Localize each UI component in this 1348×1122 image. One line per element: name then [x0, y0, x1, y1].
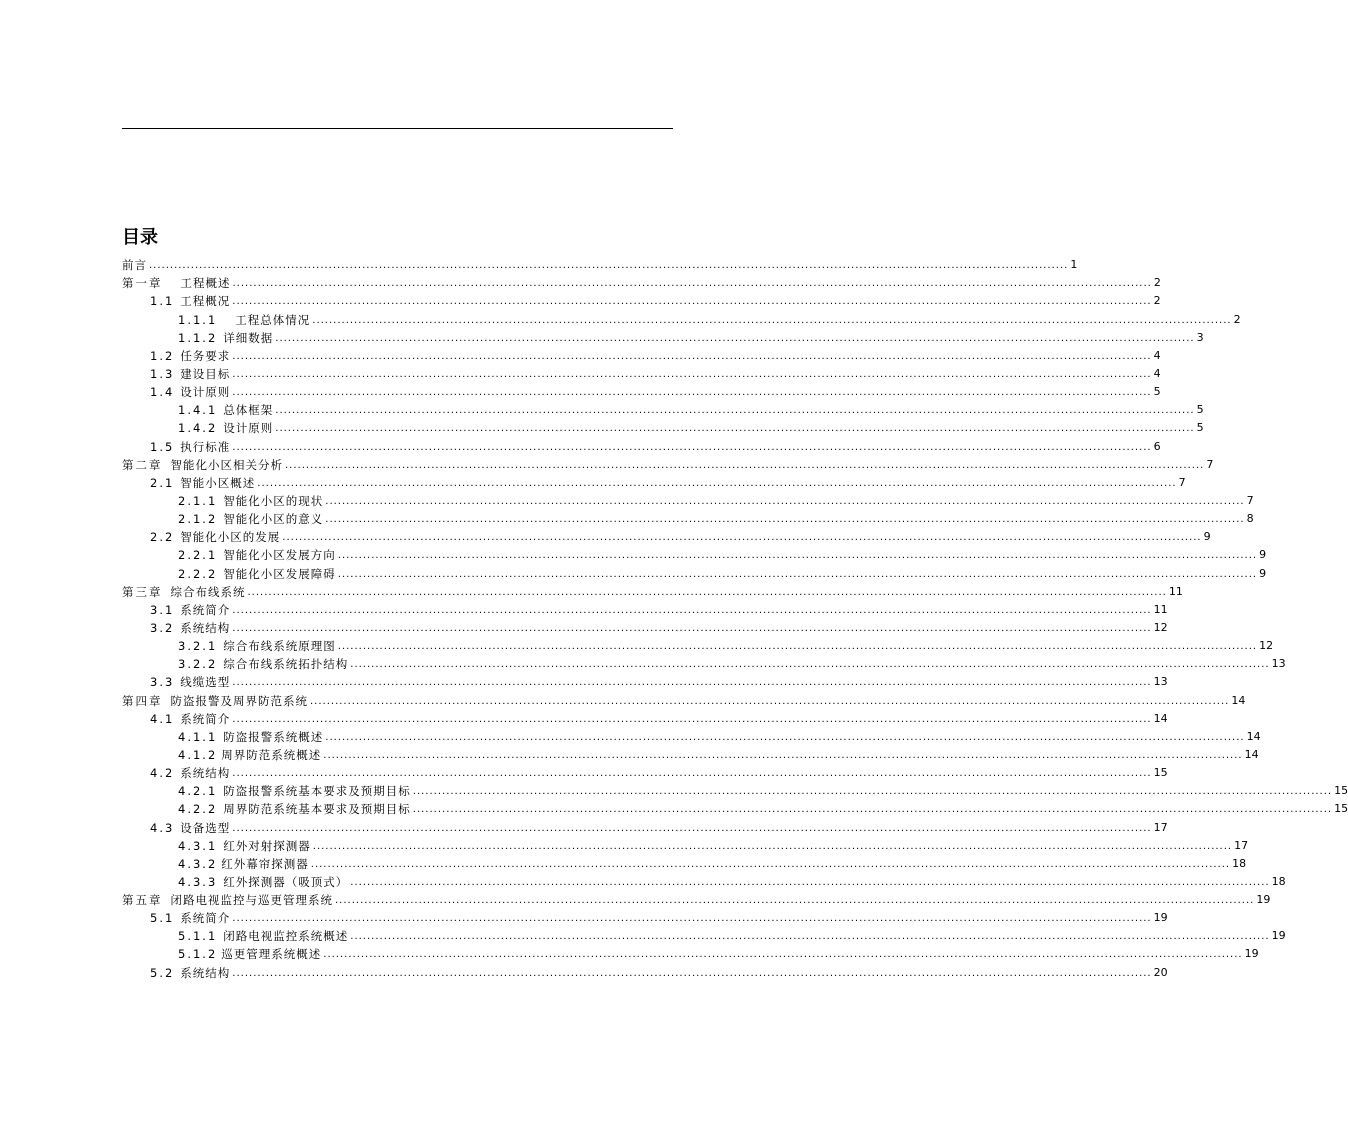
toc-entry-page: 14: [1244, 747, 1259, 761]
toc-entry-page: 12: [1153, 620, 1168, 634]
toc-entry-page: 15: [1334, 784, 1348, 798]
toc-entry-number: 2.1.2: [178, 512, 218, 527]
toc-entry[interactable]: [122, 472, 1186, 490]
toc-entry-label: 周界防范系统基本要求及预期目标: [223, 802, 411, 817]
toc-entry-page: 13: [1153, 675, 1168, 689]
toc-entry-number: 第三章: [122, 584, 163, 599]
toc-entry-page: 5: [1196, 421, 1204, 435]
toc-entry[interactable]: [122, 327, 1204, 345]
toc-entry-page: 6: [1153, 439, 1161, 453]
toc-entry[interactable]: [122, 635, 1274, 654]
toc-entry-label: 工程概况: [180, 294, 231, 309]
toc-leader-dots: ............................................................................................................................................................................................................................: [350, 876, 1270, 888]
toc-entry[interactable]: [122, 780, 1348, 799]
toc-entry-number: 5.2: [150, 965, 175, 980]
toc-entry-page: 8: [1246, 512, 1254, 526]
toc-entry-page: 4: [1153, 366, 1161, 380]
toc-entry-number: 4.1.2: [178, 747, 218, 762]
toc-entry-number: 3.1: [150, 602, 175, 617]
toc-entry-label: 系统简介: [180, 911, 231, 926]
toc-entry-page: 14: [1231, 693, 1246, 707]
toc-entry-page: 5: [1153, 385, 1161, 399]
toc-entry-number: 2.1.1: [178, 493, 218, 508]
toc-entry-number: 3.3: [150, 675, 175, 690]
toc-entry-page: 15: [1334, 802, 1348, 816]
toc-entry[interactable]: [122, 653, 1286, 672]
toc-entry-page: 7: [1178, 475, 1186, 489]
toc-entry[interactable]: [122, 925, 1286, 944]
toc-entry[interactable]: [122, 853, 1247, 871]
toc-leader-dots: ............................................................................................................................................................................................................................: [232, 822, 1152, 834]
toc-leader-dots: ............................................................................................................................................................................................................................: [412, 786, 1333, 798]
toc-entry-page: 7: [1206, 457, 1214, 471]
toc-entry-label: 系统结构: [180, 766, 231, 781]
toc-list: [122, 254, 1348, 980]
toc-entry-label: 设备选型: [180, 820, 231, 835]
toc-entry-label: 前言: [122, 258, 147, 273]
toc-entry-page: 14: [1246, 729, 1261, 743]
toc-leader-dots: ............................................................................................................................................................................................................................: [232, 350, 1152, 362]
toc-leader-dots: ............................................................................................................................................................................................................................: [232, 296, 1152, 308]
toc-leader-dots: ............................................................................................................................................................................................................................: [337, 550, 1258, 562]
toc-entry-page: 17: [1153, 820, 1168, 834]
toc-leader-dots: ............................................................................................................................................................................................................................: [325, 495, 1245, 507]
toc-entry-number: 4.3: [150, 820, 175, 835]
toc-entry-number: 4.2.1: [178, 784, 218, 799]
toc-entry-number: 4.2.2: [178, 802, 218, 817]
toc-entry-label: 系统简介: [180, 602, 231, 617]
toc-entry[interactable]: [122, 544, 1267, 563]
toc-entry[interactable]: [122, 562, 1267, 581]
toc-entry-page: 17: [1234, 838, 1249, 852]
toc-leader-dots: ............................................................................................................................................................................................................................: [149, 260, 1069, 272]
toc-entry[interactable]: [122, 907, 1168, 926]
toc-entry-label: 系统结构: [180, 965, 231, 980]
toc-entry-label: 工程总体情况: [235, 312, 311, 327]
toc-leader-dots: ............................................................................................................................................................................................................................: [232, 604, 1152, 616]
toc-entry-page: 2: [1233, 312, 1241, 326]
toc-leader-dots: ............................................................................................................................................................................................................................: [257, 477, 1177, 489]
toc-entry[interactable]: [122, 490, 1254, 508]
toc-entry-number: 第四章: [122, 693, 163, 708]
toc-entry-label: 巡更管理系统概述: [221, 947, 322, 962]
toc-leader-dots: ............................................................................................................................................................................................................................: [232, 967, 1152, 979]
toc-entry-label: 设计原则: [223, 421, 274, 436]
toc-entry-label: 任务要求: [180, 348, 231, 363]
toc-leader-dots: ............................................................................................................................................................................................................................: [232, 387, 1152, 399]
toc-entry[interactable]: [122, 816, 1168, 835]
toc-entry-page: 14: [1153, 711, 1168, 725]
header-rule: [122, 128, 673, 129]
toc-entry[interactable]: [122, 290, 1161, 309]
toc-entry-page: 2: [1153, 294, 1161, 308]
toc-leader-dots: ............................................................................................................................................................................................................................: [232, 368, 1152, 380]
toc-entry-number: 4.3.3: [178, 874, 218, 889]
toc-entry-label: 智能小区概述: [180, 475, 256, 490]
toc-entry[interactable]: [122, 961, 1168, 980]
toc-entry-label: 红外对射探测器: [223, 838, 311, 853]
toc-entry-label: 工程概述: [180, 276, 231, 291]
toc-entry-label: 智能化小区的意义: [223, 512, 324, 527]
toc-entry-page: 11: [1168, 584, 1183, 598]
toc-entry-label: 线缆选型: [180, 675, 231, 690]
toc-leader-dots: ............................................................................................................................................................................................................................: [350, 659, 1270, 671]
toc-leader-dots: ............................................................................................................................................................................................................................: [232, 441, 1152, 453]
toc-leader-dots: ............................................................................................................................................................................................................................: [312, 314, 1232, 326]
toc-leader-dots: ............................................................................................................................................................................................................................: [282, 532, 1202, 544]
toc-entry-label: 防盗报警系统概述: [223, 729, 324, 744]
toc-entry-label: 闭路电视监控与巡更管理系统: [170, 893, 333, 908]
toc-entry-number: 4.2: [150, 766, 175, 781]
toc-entry-label: 综合布线系统拓扑结构: [223, 657, 349, 672]
toc-entry-page: 15: [1153, 766, 1168, 780]
toc-entry-number: 1.2: [150, 348, 175, 363]
toc-entry-label: 红外探测器（吸顶式）: [223, 874, 349, 889]
toc-entry-label: 设计原则: [180, 385, 231, 400]
toc-entry[interactable]: [122, 526, 1211, 545]
toc-entry-label: 智能化小区的现状: [223, 493, 324, 508]
toc-entry[interactable]: [122, 744, 1259, 762]
toc-entry-number: 3.2: [150, 620, 175, 635]
toc-entry-number: 4.1: [150, 711, 175, 726]
toc-leader-dots: ............................................................................................................................................................................................................................: [325, 731, 1245, 743]
toc-entry-label: 系统简介: [180, 711, 231, 726]
toc-leader-dots: ............................................................................................................................................................................................................................: [323, 749, 1243, 761]
toc-entry-page: 5: [1196, 403, 1204, 417]
toc-title: 目录: [122, 227, 158, 248]
toc-entry-label: 智能化小区的发展: [180, 530, 281, 545]
toc-entry[interactable]: [122, 689, 1246, 708]
toc-entry-page: 3: [1196, 330, 1204, 344]
toc-entry[interactable]: [122, 272, 1161, 291]
toc-leader-dots: ............................................................................................................................................................................................................................: [335, 895, 1255, 907]
toc-entry[interactable]: [122, 254, 1078, 273]
toc-entry-page: 19: [1256, 893, 1271, 907]
toc-entry[interactable]: [122, 308, 1241, 327]
toc-entry[interactable]: [122, 671, 1168, 690]
toc-entry[interactable]: [122, 581, 1183, 599]
toc-entry-page: 9: [1259, 548, 1267, 562]
toc-entry-label: 闭路电视监控系统概述: [223, 929, 349, 944]
toc-entry[interactable]: [122, 798, 1348, 817]
toc-leader-dots: ............................................................................................................................................................................................................................: [232, 713, 1152, 725]
toc-entry-number: 4.1.1: [178, 729, 218, 744]
toc-entry[interactable]: [122, 617, 1168, 635]
toc-leader-dots: ............................................................................................................................................................................................................................: [232, 622, 1152, 634]
toc-entry-number: 第五章: [122, 893, 163, 908]
toc-entry-label: 智能化小区相关分析: [170, 457, 283, 472]
toc-entry-label: 综合布线系统: [170, 584, 246, 599]
toc-entry-page: 13: [1271, 657, 1286, 671]
toc-entry-page: 9: [1203, 530, 1211, 544]
toc-entry-number: 2.2.1: [178, 548, 218, 563]
toc-entry-page: 11: [1153, 602, 1168, 616]
toc-leader-dots: ............................................................................................................................................................................................................................: [232, 677, 1152, 689]
toc-entry[interactable]: [122, 381, 1161, 400]
toc-entry[interactable]: [122, 399, 1204, 418]
toc-entry-label: 周界防范系统概述: [221, 747, 322, 762]
toc-entry-number: 1.4.2: [178, 421, 218, 436]
toc-leader-dots: ............................................................................................................................................................................................................................: [323, 949, 1243, 961]
toc-entry-number: 1.3: [150, 366, 175, 381]
toc-leader-dots: ............................................................................................................................................................................................................................: [247, 586, 1167, 598]
toc-entry[interactable]: [122, 835, 1249, 853]
toc-leader-dots: ............................................................................................................................................................................................................................: [312, 840, 1233, 852]
toc-entry[interactable]: [122, 345, 1161, 363]
toc-entry-label: 建设目标: [180, 366, 231, 381]
toc-entry-number: 1.4: [150, 385, 175, 400]
toc-entry-page: 12: [1259, 639, 1274, 653]
toc-entry-number: 3.2.2: [178, 657, 218, 672]
toc-leader-dots: ............................................................................................................................................................................................................................: [350, 931, 1270, 943]
toc-leader-dots: ............................................................................................................................................................................................................................: [325, 514, 1245, 526]
toc-entry-label: 综合布线系统原理图: [223, 639, 336, 654]
toc-entry-page: 19: [1271, 929, 1286, 943]
toc-entry-number: 4.3.2: [178, 856, 218, 871]
toc-entry-number: 第一章: [122, 276, 163, 291]
toc-leader-dots: ............................................................................................................................................................................................................................: [275, 405, 1195, 417]
toc-entry[interactable]: [122, 943, 1259, 962]
toc-entry[interactable]: [122, 762, 1168, 781]
toc-entry[interactable]: [122, 435, 1161, 454]
toc-entry[interactable]: [122, 363, 1161, 381]
toc-entry-label: 系统结构: [180, 620, 231, 635]
toc-entry-label: 详细数据: [223, 330, 274, 345]
toc-entry-number: 2.1: [150, 475, 175, 490]
toc-entry-page: 9: [1259, 566, 1267, 580]
toc-entry[interactable]: [122, 454, 1214, 472]
toc-entry-page: 4: [1153, 348, 1161, 362]
toc-leader-dots: ............................................................................................................................................................................................................................: [232, 913, 1152, 925]
toc-entry-page: 2: [1153, 276, 1161, 290]
toc-leader-dots: ............................................................................................................................................................................................................................: [232, 768, 1152, 780]
toc-entry-number: 1.5: [150, 439, 175, 454]
toc-entry-number: 4.3.1: [178, 838, 218, 853]
toc-entry[interactable]: [122, 417, 1204, 436]
toc-entry[interactable]: [122, 508, 1254, 527]
toc-entry-number: 5.1.2: [178, 947, 218, 962]
toc-entry-page: 18: [1271, 874, 1286, 888]
toc-leader-dots: ............................................................................................................................................................................................................................: [285, 459, 1205, 471]
toc-entry[interactable]: [122, 871, 1286, 889]
toc-entry-number: 1.1.2: [178, 330, 218, 345]
toc-leader-dots: ............................................................................................................................................................................................................................: [412, 804, 1333, 816]
toc-entry[interactable]: [122, 708, 1168, 726]
toc-leader-dots: ............................................................................................................................................................................................................................: [310, 858, 1231, 870]
toc-entry-number: 5.1: [150, 911, 175, 926]
toc-entry-number: 第二章: [122, 457, 163, 472]
toc-entry-number: 3.2.1: [178, 639, 218, 654]
toc-leader-dots: ............................................................................................................................................................................................................................: [232, 278, 1152, 290]
toc-entry[interactable]: [122, 889, 1271, 908]
toc-entry-label: 执行标准: [180, 439, 231, 454]
toc-leader-dots: ............................................................................................................................................................................................................................: [275, 423, 1195, 435]
toc-entry-number: 1.1: [150, 294, 175, 309]
toc-entry-page: 1: [1070, 258, 1078, 272]
toc-entry[interactable]: [122, 599, 1168, 617]
toc-entry-page: 19: [1153, 911, 1168, 925]
toc-entry-label: 防盗报警及周界防范系统: [170, 693, 308, 708]
toc-entry-page: 19: [1244, 947, 1259, 961]
toc-entry[interactable]: [122, 726, 1261, 744]
toc-entry-label: 智能化小区发展障碍: [223, 566, 336, 581]
toc-entry-number: 2.2: [150, 530, 175, 545]
toc-entry-label: 智能化小区发展方向: [223, 548, 336, 563]
toc-entry-page: 7: [1246, 493, 1254, 507]
toc-leader-dots: ............................................................................................................................................................................................................................: [310, 695, 1230, 707]
toc-leader-dots: ............................................................................................................................................................................................................................: [337, 641, 1258, 653]
toc-leader-dots: ............................................................................................................................................................................................................................: [337, 568, 1258, 580]
toc-entry-number: 5.1.1: [178, 929, 218, 944]
toc-entry-page: 20: [1153, 965, 1168, 979]
toc-entry-number: 2.2.2: [178, 566, 218, 581]
toc-entry-number: 1.4.1: [178, 403, 218, 418]
toc-entry-label: 防盗报警系统基本要求及预期目标: [223, 784, 411, 799]
toc-leader-dots: ............................................................................................................................................................................................................................: [275, 332, 1195, 344]
toc-entry-label: 总体框架: [223, 403, 274, 418]
toc-entry-label: 红外幕帘探测器: [221, 856, 309, 871]
toc-entry-page: 18: [1232, 856, 1247, 870]
toc-entry-number: 1.1.1: [178, 312, 218, 327]
